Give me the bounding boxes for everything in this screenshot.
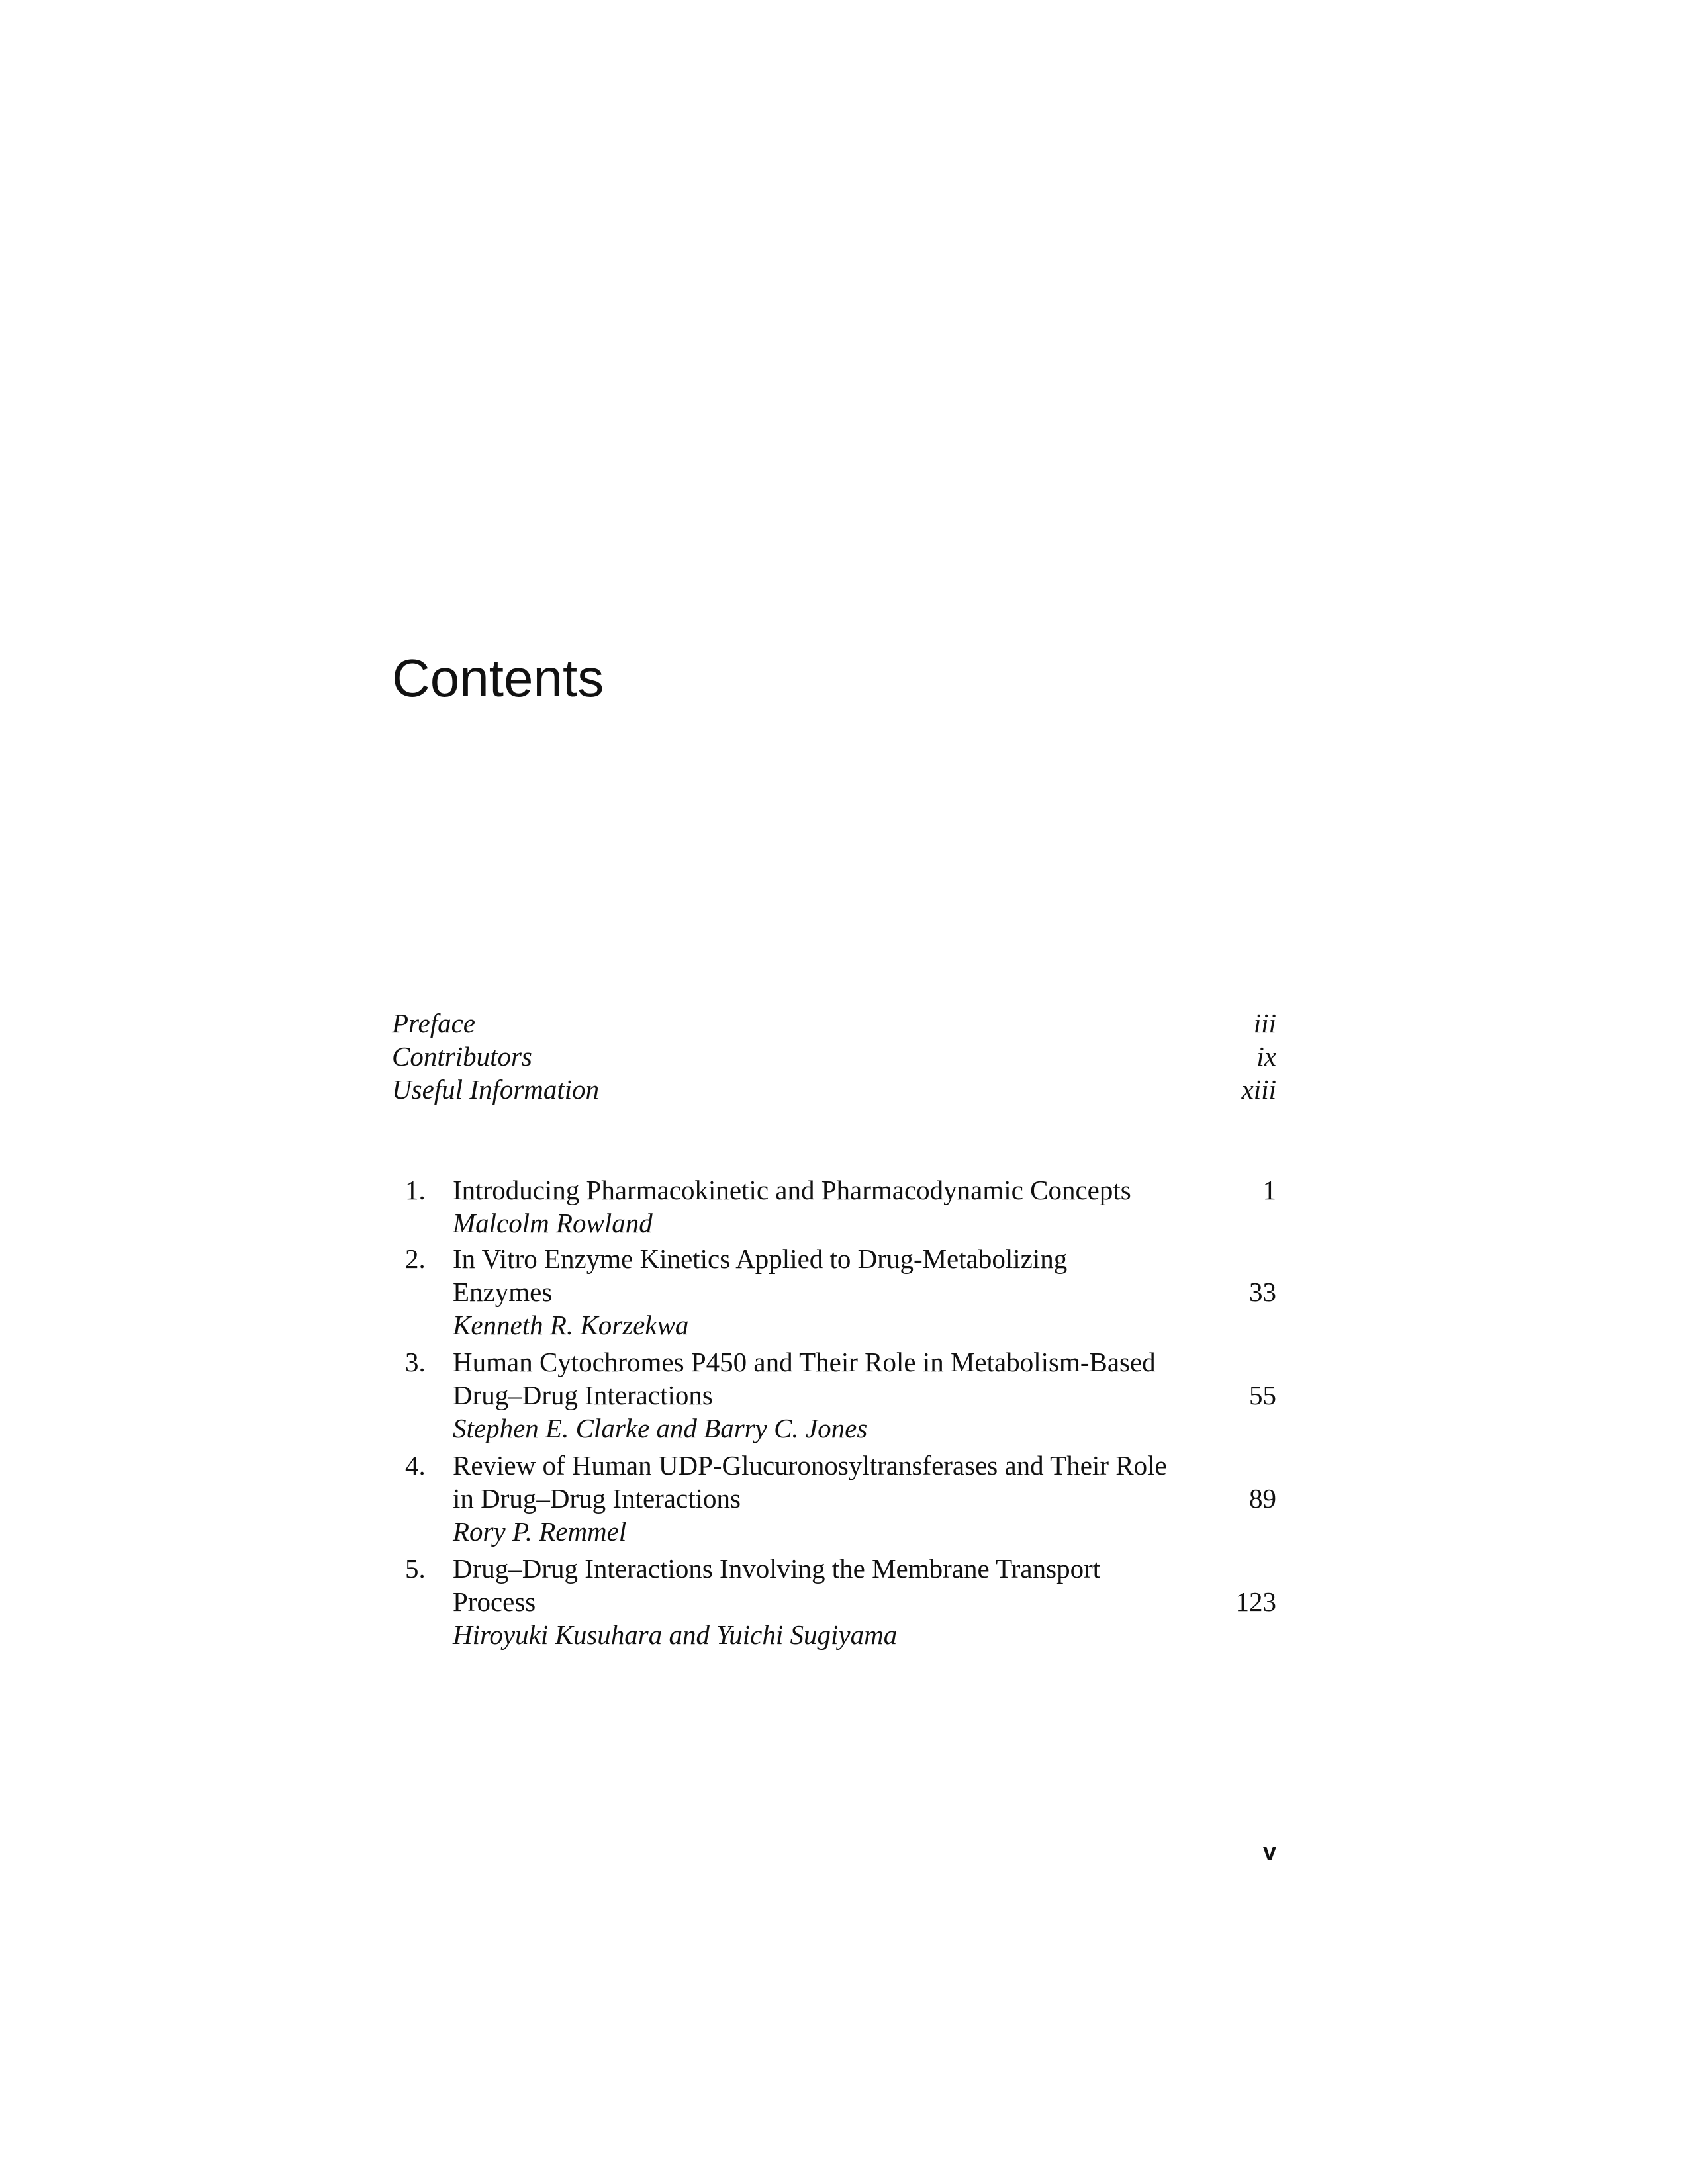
- front-matter-page: ix: [1256, 1041, 1276, 1071]
- chapter-authors: Rory P. Remmel: [453, 1516, 627, 1547]
- chapter-authors: Stephen E. Clarke and Barry C. Jones: [453, 1413, 868, 1443]
- chapter-page-number: 89: [1249, 1483, 1276, 1514]
- chapter-body: [453, 1345, 1201, 1445]
- chapter-title: Human Cytochromes P450 and Their Role in Metabolism-Based Drug–Drug Interactions: [453, 1347, 1156, 1410]
- front-matter-page: iii: [1253, 1008, 1276, 1038]
- chapter-body: [453, 1173, 1221, 1240]
- chapter-authors: Hiroyuki Kusuhara and Yuichi Sugiyama: [453, 1619, 898, 1650]
- chapter-number: 1.: [405, 1175, 426, 1205]
- folio-page-number: v: [1262, 1838, 1276, 1865]
- chapter-number: 4.: [405, 1450, 426, 1480]
- front-matter-label: Contributors: [392, 1041, 532, 1071]
- front-matter-entry-contributors[interactable]: [392, 1040, 1276, 1073]
- chapter-entry-2[interactable]: [392, 1242, 1276, 1345]
- chapter-entry-1[interactable]: [392, 1173, 1276, 1242]
- front-matter-entry-useful-information[interactable]: [392, 1073, 1276, 1106]
- chapter-page-number: 33: [1249, 1277, 1276, 1307]
- chapter-body: [453, 1552, 1168, 1651]
- chapter-entry-3[interactable]: [392, 1345, 1276, 1449]
- front-matter-label: Useful Information: [392, 1074, 600, 1105]
- chapter-page-number: 55: [1249, 1380, 1276, 1410]
- chapter-number: 5.: [405, 1553, 426, 1584]
- chapter-page-number: 123: [1235, 1586, 1276, 1617]
- chapter-authors: Malcolm Rowland: [453, 1208, 653, 1238]
- page-title: Contents: [392, 649, 604, 707]
- chapter-title: In Vitro Enzyme Kinetics Applied to Drug-Metabolizing Enzymes: [453, 1244, 1068, 1307]
- front-matter-page: xiii: [1241, 1074, 1276, 1105]
- chapter-number: 2.: [405, 1244, 426, 1274]
- front-matter-list: [392, 1007, 1276, 1106]
- chapter-body: [453, 1449, 1168, 1548]
- chapter-title: Introducing Pharmacokinetic and Pharmacodynamic Concepts: [453, 1175, 1131, 1205]
- chapter-title: Drug–Drug Interactions Involving the Membrane Transport Process: [453, 1553, 1101, 1617]
- chapter-title: Review of Human UDP-Glucuronosyltransferases and Their Role in Drug–Drug Interactions: [453, 1450, 1167, 1514]
- front-matter-label: Preface: [392, 1008, 475, 1038]
- front-matter-entry-preface[interactable]: [392, 1007, 1276, 1040]
- chapter-list: [392, 1173, 1276, 1655]
- chapter-entry-4[interactable]: [392, 1449, 1276, 1552]
- chapter-entry-5[interactable]: [392, 1552, 1276, 1655]
- chapter-body: [453, 1242, 1115, 1342]
- chapter-number: 3.: [405, 1347, 426, 1377]
- chapter-page-number: 1: [1262, 1175, 1276, 1205]
- chapter-authors: Kenneth R. Korzekwa: [453, 1310, 689, 1340]
